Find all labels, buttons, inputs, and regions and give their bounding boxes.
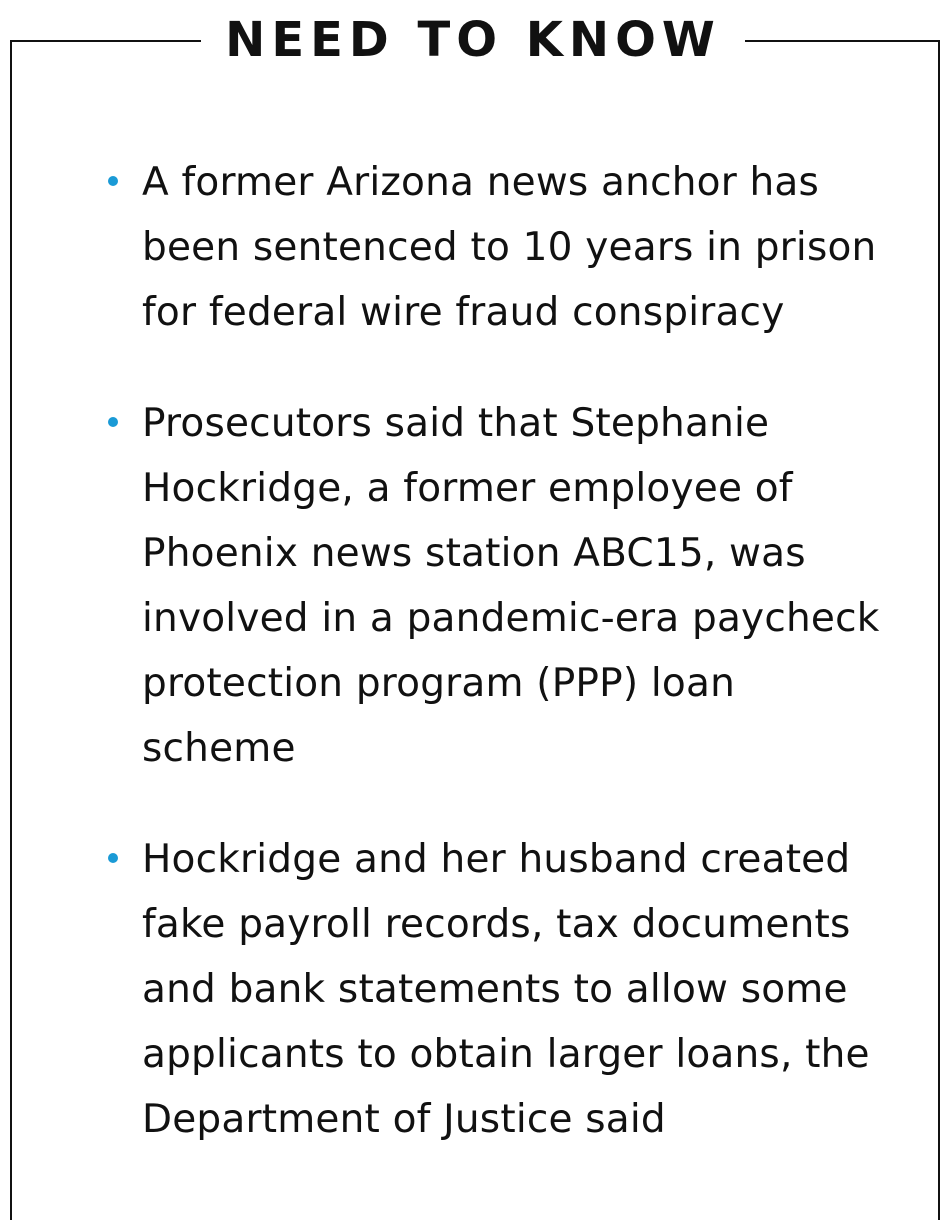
bullet-list xyxy=(108,150,888,1198)
list-item-text: A former Arizona news anchor has been sentenced to 10 years in prison for federal wire fraud conspiracy xyxy=(142,160,877,335)
bullet-icon xyxy=(108,417,118,427)
page-title: NEED TO KNOW xyxy=(201,8,745,72)
list-item-text: Hockridge and her husband created fake payroll records, tax documents and bank statements to allow some applicants to obtain larger loans, the Department of Justice said xyxy=(142,837,870,1142)
list-item xyxy=(108,150,888,345)
heading-wrap xyxy=(0,8,946,72)
bullet-icon xyxy=(108,853,118,863)
bullet-icon xyxy=(108,176,118,186)
list-item xyxy=(108,391,888,781)
list-item-text: Prosecutors said that Stephanie Hockridge, a former employee of Phoenix news station ABC15, was involved in a pandemic-era paycheck protection program (PPP) loan scheme xyxy=(142,401,880,771)
list-item xyxy=(108,827,888,1152)
